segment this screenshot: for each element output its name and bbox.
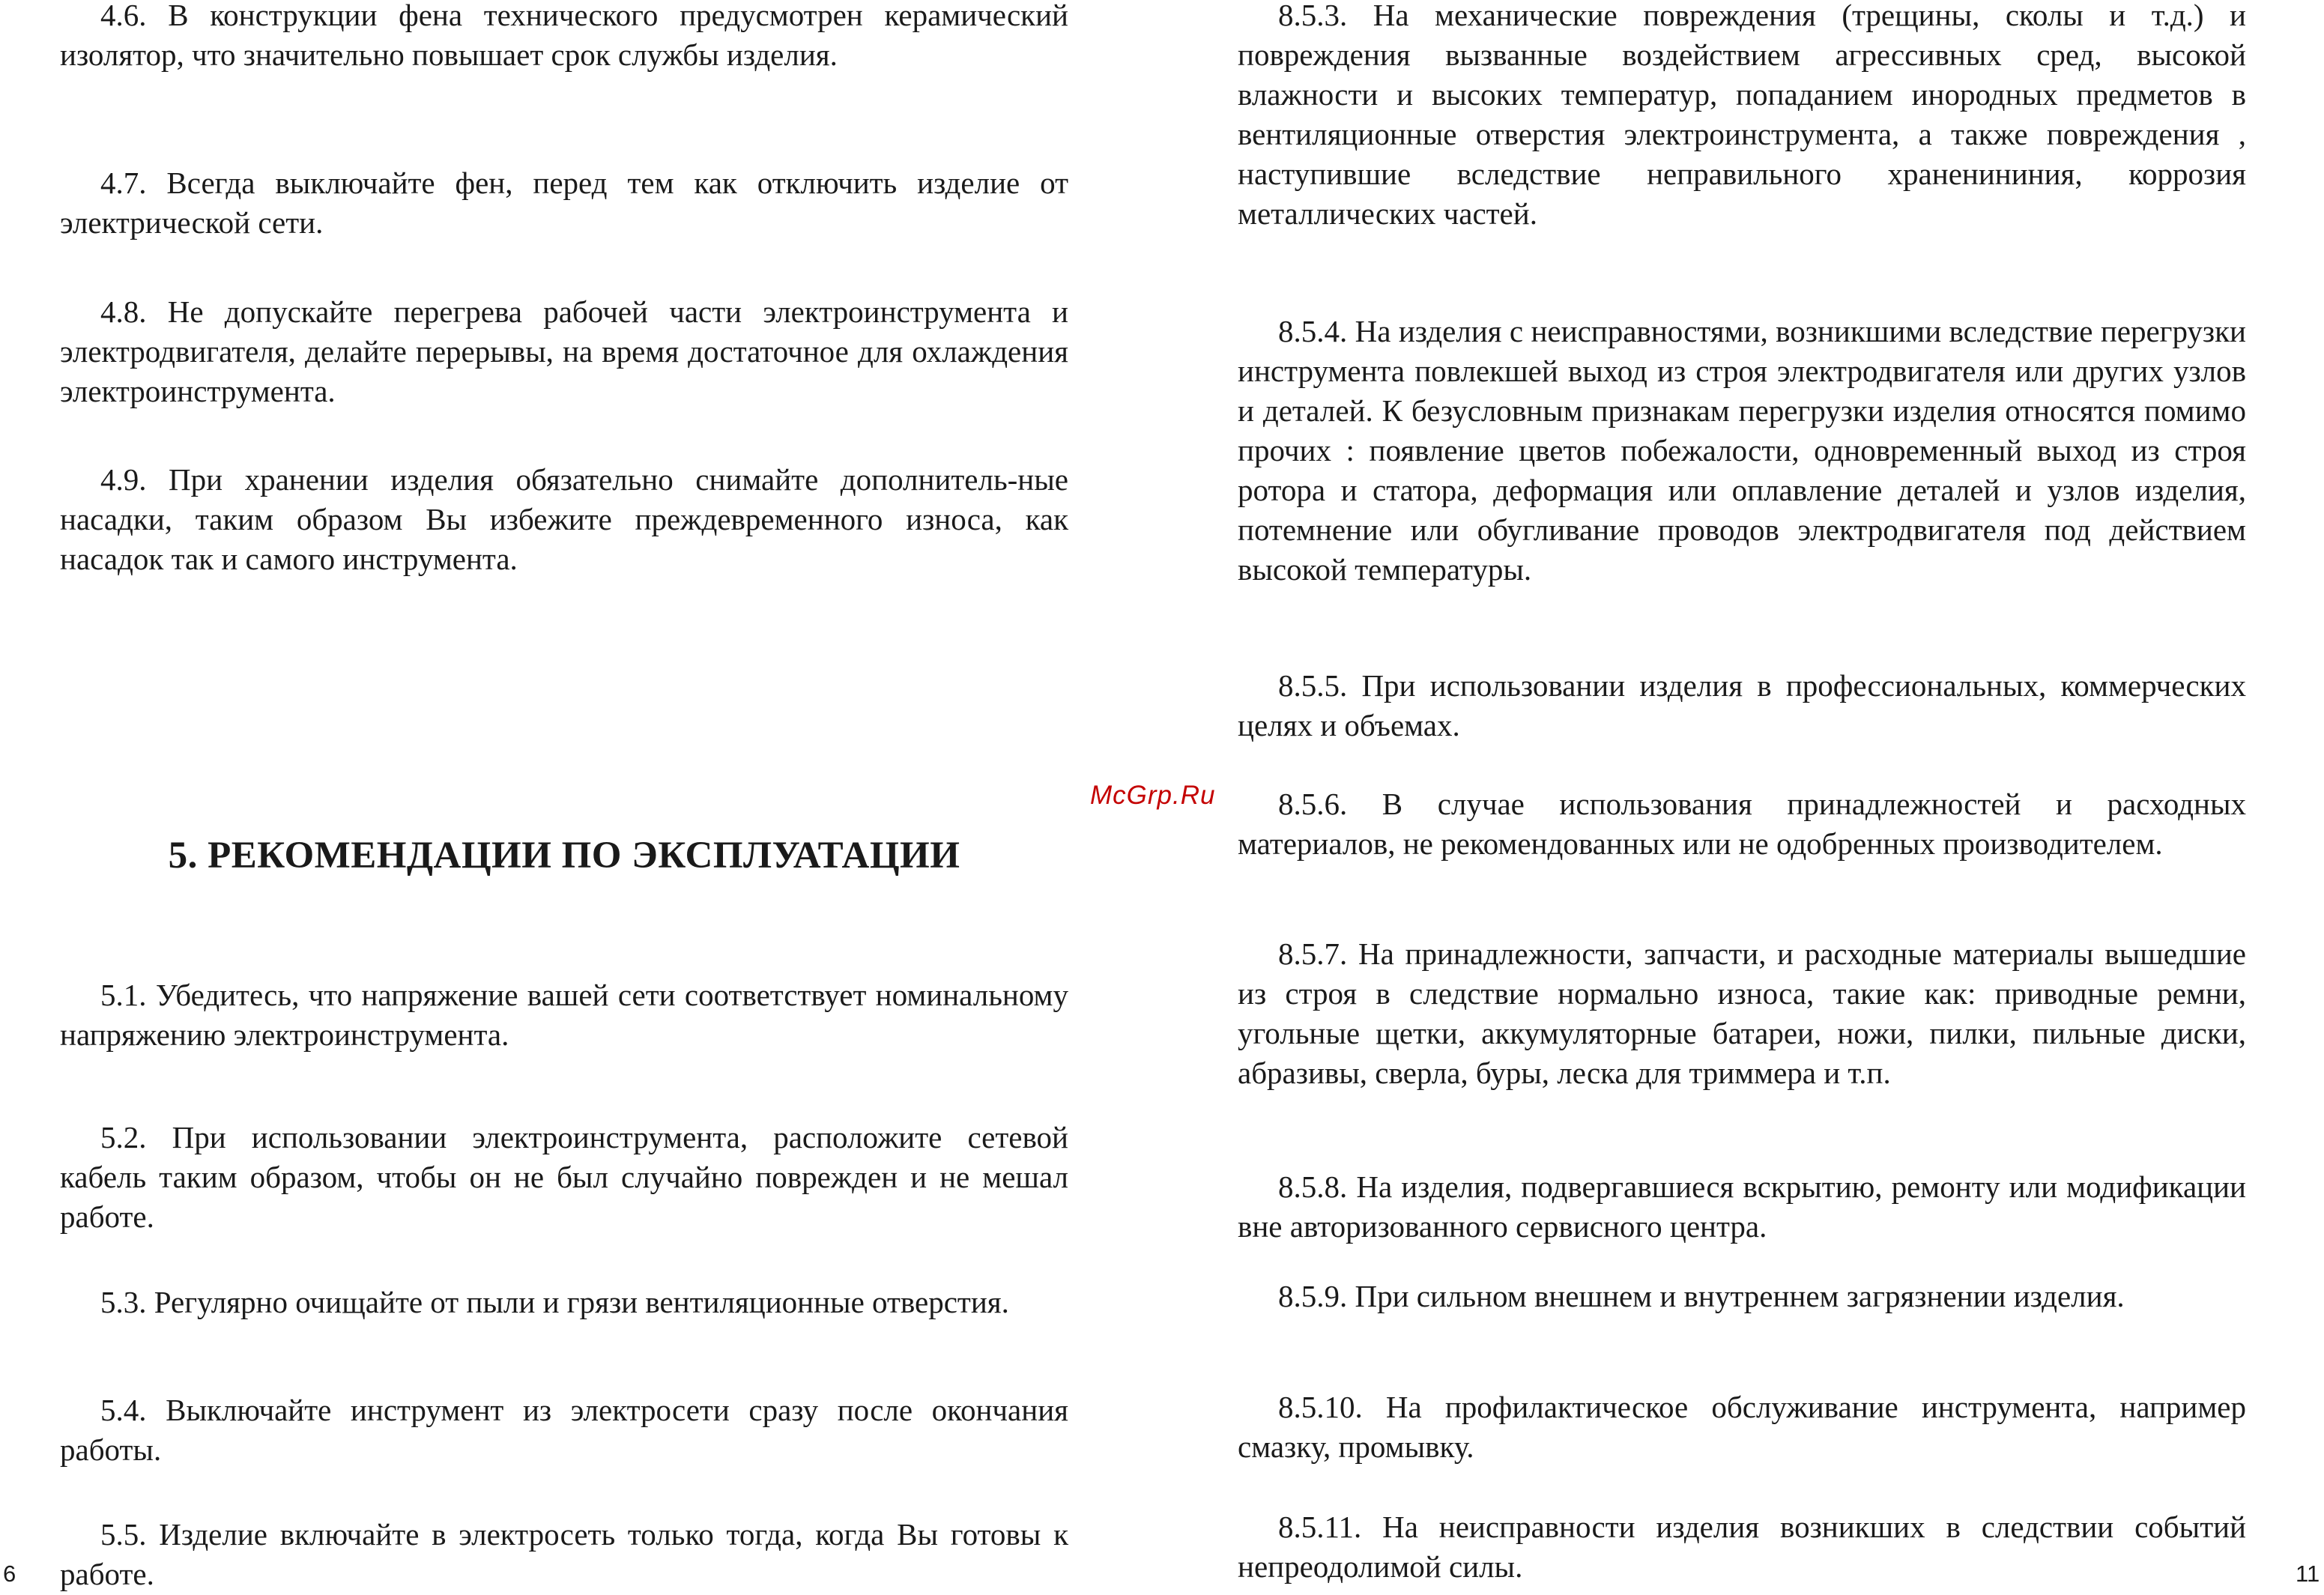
page-number-left: 6 — [3, 1561, 16, 1587]
paragraph-8-5-8: 8.5.8. На изделия, подвергавшиеся вскрытию, ремонту или модификации вне авторизованного сервисного центра. — [1238, 1169, 2246, 1244]
paragraph-8-5-6: 8.5.6. В случае использования принадлежностей и расходных материалов, не рекомендованных или не одобренных производителем. — [1238, 787, 2246, 861]
paragraph-5-3: 5.3. Регулярно очищайте от пыли и грязи вентиляционные отверстия. — [100, 1285, 1009, 1319]
paragraph-5-5: 5.5. Изделие включайте в электросеть только тогда, когда Вы готовы к работе. — [60, 1517, 1068, 1591]
paragraph-8-5-11: 8.5.11. На неисправности изделия возникших в следствии событий непреодолимой силы. — [1238, 1510, 2246, 1584]
paragraph-4-8: 4.8. Не допускайте перегрева рабочей части электроинструмента и электродвигателя, делайте перерывы, на время достаточное для охлаждения электроинструмента. — [60, 294, 1068, 408]
paragraph-5-1: 5.1. Убедитесь, что напряжение вашей сети соответствует номинальному напряжению электроинструмента. — [60, 978, 1068, 1052]
paragraph-8-5-9: 8.5.9. При сильном внешнем и внутреннем загрязнении изделия. — [1278, 1279, 2125, 1313]
paragraph-8-5-5: 8.5.5. При использовании изделия в профессиональных, коммерческих целях и объемах. — [1238, 668, 2246, 742]
paragraph-8-5-10: 8.5.10. На профилактическое обслуживание инструмента, например смазку, промывку. — [1238, 1390, 2246, 1464]
paragraph-5-4: 5.4. Выключайте инструмент из электросети сразу после окончания работы. — [60, 1393, 1068, 1467]
paragraph-4-7: 4.7. Всегда выключайте фен, перед тем как отключить изделие от электрической сети. — [60, 166, 1068, 240]
watermark-link[interactable]: McGrp.Ru — [1090, 781, 1216, 810]
paragraph-8-5-4: 8.5.4. На изделия с неисправностями, возникшими вследствие перегрузки инструмента повлекшей выход из строя электродвигателя или других узлов и деталей. К безусловным признакам перегрузки изделия относятся помимо прочих : появление цветов побежалости, одновременный выход из строя ротора и статора, деформация или оплавление деталей и узлов изделия, потемнение или обугливание проводов электродвигателя под действием высокой температуры. — [1238, 314, 2246, 587]
paragraph-8-5-7: 8.5.7. На принадлежности, запчасти, и расходные материалы вышедшие из строя в следствие нормально износа, такие как: приводные ремни, угольные щетки, аккумуляторные батареи, ножи, пилки, пильные диски, абразивы, сверла, буры, леска для триммера и т.п. — [1238, 936, 2246, 1090]
paragraph-4-6: 4.6. В конструкции фена технического предусмотрен керамический изолятор, что значительно повышает срок службы изделия. — [60, 0, 1068, 72]
section-title: 5. РЕКОМЕНДАЦИИ ПО ЭКСПЛУАТАЦИИ — [168, 835, 960, 877]
paragraph-5-2: 5.2. При использовании электроинструмента, расположите сетевой кабель таким образом, чтобы он не был случайно поврежден и не мешал работе. — [60, 1120, 1068, 1234]
page-number-right: 11 — [2296, 1561, 2320, 1587]
paragraph-4-9: 4.9. При хранении изделия обязательно снимайте дополнитель-ные насадки, таким образом Вы избежите преждевременного износа, как насадок так и самого инструмента. — [60, 462, 1068, 576]
paragraph-8-5-3: 8.5.3. На механические повреждения (трещины, сколы и т.д.) и повреждения вызванные воздействием агрессивных сред, высокой влажности и высоких температур, попаданием инородных предметов в вентиляционные отверстия электроинструмента, а также повреждения , наступившие вследствие неправильного храненининия, коррозия металлических частей. — [1238, 0, 2246, 231]
